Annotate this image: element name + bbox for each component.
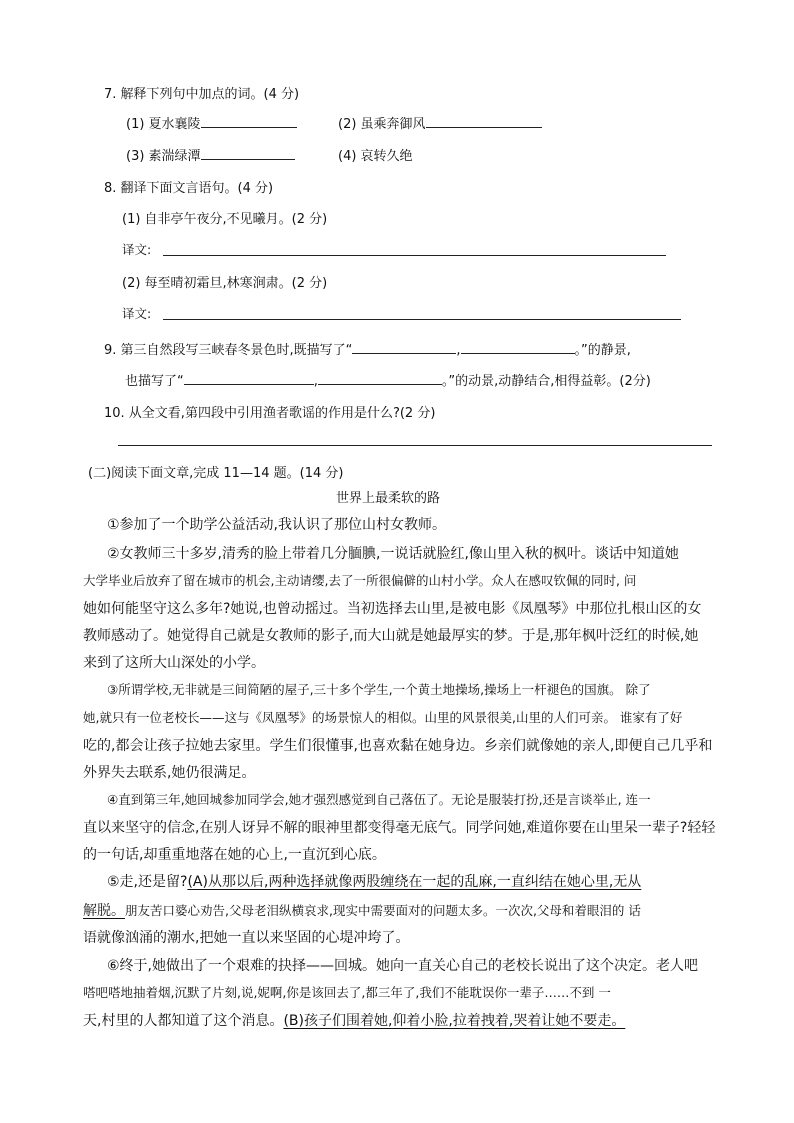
- paragraph-2-line: ②女教师三十多岁,清秀的脸上带着几分腼腆,一说话就脸红,像山里入秋的枫叶。谈话中知道她: [107, 546, 679, 562]
- paragraph-6-text: 天,村里的人都知道了这个消息。: [83, 1013, 284, 1029]
- q8-translation-line-2[interactable]: [163, 319, 681, 320]
- q7-item-1: [126, 113, 297, 132]
- paragraph-2-line: 她如何能坚守这么多年?她说,也曾动摇过。当初选择去山里,是被电影《凤凰琴》中那位扎根山区的女: [83, 601, 702, 617]
- q9-text-a: 9. 第三自然段写三峡春冬景色时,既描写了“: [104, 343, 353, 358]
- answer-blank[interactable]: [352, 340, 456, 354]
- article-title: 世界上最柔软的路: [336, 491, 441, 506]
- paragraph-3-line: 外界失去联系,她仍很满足。: [83, 765, 256, 781]
- underlined-sentence-b: (B)孩子们围着她,仰着小脸,拉着拽着,哭着让她不要走。: [283, 1013, 626, 1029]
- answer-blank[interactable]: [461, 340, 575, 354]
- q9-text-b: 。”的静景,: [574, 343, 631, 358]
- q9-text-d: 。”的动景,动静结合,相得益彰。(2分): [441, 374, 651, 389]
- q7-item-4: [338, 145, 413, 164]
- paragraph-4-line: ④直到第三年,她回城参加同学会,她才强烈感觉到自己落伍了。无论是服装打扮,还是言谈举止, 连一: [107, 792, 651, 807]
- section-heading: (二)阅读下面文章,完成 11—14 题。(14 分): [88, 466, 344, 481]
- paragraph-5-line-2: [83, 900, 641, 920]
- paragraph-2-line: 来到了这所大山深处的小学。: [83, 655, 265, 671]
- q7-item-2: [338, 113, 542, 132]
- q7-item-2-text: (2) 虽乘奔御风: [338, 117, 426, 132]
- q8-sentence-2: (2) 每至晴初霜旦,林寒涧肃。(2 分): [122, 276, 328, 291]
- paragraph-5-line-3: 语就像汹涌的潮水,把她一直以来坚固的心堤冲垮了。: [83, 930, 410, 946]
- q9-comma: ,: [313, 374, 318, 389]
- paragraph-4-line: 的一句话,却重重地落在她的心上,一直沉到心底。: [83, 847, 386, 863]
- q7-item-3: [126, 145, 295, 164]
- answer-blank[interactable]: [201, 114, 297, 128]
- paragraph-6-line-3: [83, 1010, 625, 1030]
- answer-blank[interactable]: [318, 371, 442, 385]
- underlined-sentence-a-end: 解脱。: [83, 903, 125, 919]
- q8-translation-label-1: 译文:: [122, 242, 152, 257]
- paragraph-3-line: 她,就只有一位老校长——这与《凤凰琴》的场景惊人的相似。山里的风景很美,山里的人们可亲。 谁家有了好: [83, 710, 683, 725]
- q9-text-c: 也描写了“: [125, 374, 184, 389]
- answer-blank[interactable]: [201, 146, 295, 160]
- paragraph-3-line: ③所谓学校,无非就是三间简陋的屋子,三十多个学生,一个黄土地操场,操场上一杆褪色的国旗。 除了: [107, 682, 651, 697]
- paragraph-2-line: 大学毕业后放弃了留在城市的机会,主动请缨,去了一所很偏僻的山村小学。众人在感叹钦佩的同时, 问: [83, 573, 637, 588]
- paragraph-3-line: 吃的,都会让孩子拉她去家里。学生们很懂事,也喜欢黏在她身边。乡亲们就像她的亲人,即便自己几乎和: [83, 738, 713, 754]
- q7-item-4-text: (4) 哀转久绝: [338, 149, 413, 164]
- answer-blank[interactable]: [426, 114, 542, 128]
- paragraph-2-line: 教师感动了。她觉得自己就是女教师的影子,而大山就是她最厚实的梦。于是,那年枫叶泛红的时候,她: [83, 628, 699, 644]
- q8-translation-label-2: 译文:: [122, 306, 152, 321]
- paragraph-5-line-1: [107, 871, 641, 891]
- q8-title: 8. 翻译下面文言语句。(4 分): [104, 181, 274, 196]
- answer-blank[interactable]: [184, 371, 314, 385]
- q9-line-1: [104, 339, 631, 358]
- q10-answer-line[interactable]: [118, 445, 712, 446]
- underlined-sentence-a: (A)从那以后,两种选择就像两股缠绕在一起的乱麻,一直纠结在她心里,无从: [187, 874, 642, 890]
- q8-translation-line-1[interactable]: [163, 255, 666, 256]
- q7-item-3-text: (3) 素湍绿潭: [126, 149, 201, 164]
- paragraph-5-text: 朋友苦口婆心劝告,父母老泪纵横哀求,现实中需要面对的问题太多。一次次,父母和着眼泪的 话: [125, 903, 641, 918]
- paragraph-6-line-2: 嗒吧嗒地抽着烟,沉默了片刻,说,妮啊,你是该回去了,都三年了,我们不能耽误你一辈子……不到 一: [83, 985, 611, 1000]
- paragraph-6-line-1: ⑥终于,她做出了一个艰难的抉择——回城。她向一直关心自己的老校长说出了这个决定。老人吧: [107, 958, 698, 974]
- q9-line-2: [125, 370, 651, 389]
- q10-title: 10. 从全文看,第四段中引用渔者歌谣的作用是什么?(2 分): [104, 406, 436, 421]
- q8-sentence-1: (1) 自非亭午夜分,不见曦月。(2 分): [122, 212, 328, 227]
- paragraph-1: ①参加了一个助学公益活动,我认识了那位山村女教师。: [107, 517, 446, 533]
- paragraph-4-line: 直以来坚守的信念,在别人讶异不解的眼神里都变得毫无底气。同学问她,难道你要在山里呆一辈子?轻轻: [83, 820, 716, 836]
- paragraph-5-text: ⑤走,还是留?: [107, 874, 188, 890]
- q9-comma: ,: [456, 343, 461, 358]
- q7-item-1-text: (1) 夏水襄陵: [126, 117, 201, 132]
- q7-title: 7. 解释下列句中加点的词。(4 分): [104, 87, 300, 102]
